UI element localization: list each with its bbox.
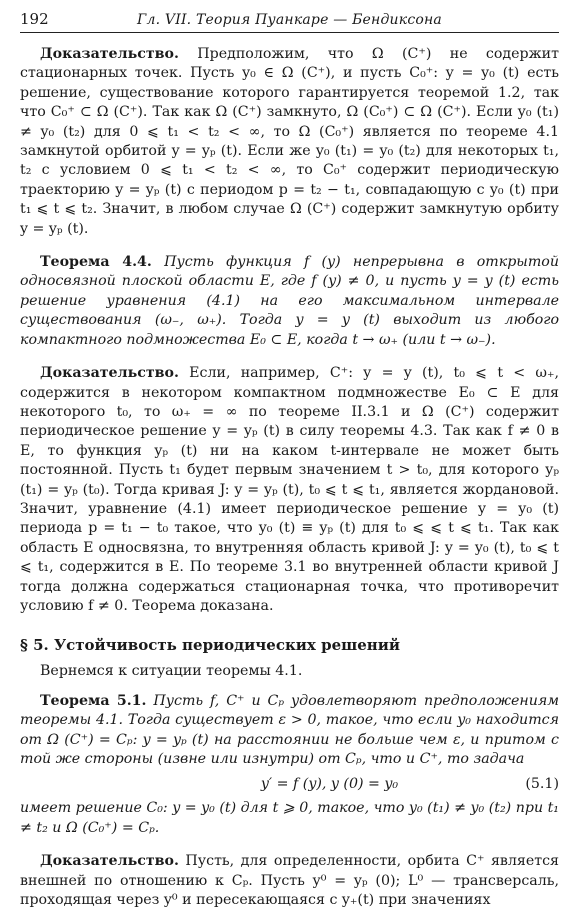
theorem-continuation: имеет решение C₀: y = y₀ (t) для t ⩾ 0, такое, что y₀ (t₁) ≠ y₀ (t₂) при t₁ ≠ t₂ и Ω (C₀⁺) = Cₚ. (20, 800, 559, 836)
theorem-5-1 (20, 692, 559, 770)
page-number: 192 (20, 10, 49, 28)
equation-formula: y′ = f (y), y (0) = y₀ (260, 776, 399, 793)
equation-5-1 (20, 773, 559, 795)
theorem-lead: Теорема 4.4. (40, 254, 152, 271)
proof-text: Пусть, для определенности, орбита C⁺ является внешней по отношению к Cₚ. Пусть y⁰ = yₚ (0); L⁰ — трансверсаль, проходящая через y⁰ и пересекающаяся с y₊(t) при значениях (20, 853, 559, 909)
page-header (20, 10, 559, 33)
section-intro: Вернемся к ситуации теоремы 4.1. (40, 663, 303, 680)
proof-lead: Доказательство. (40, 853, 179, 870)
proof-text: Предположим, что Ω (C⁺) не содержит стационарных точек. Пусть y₀ ∈ Ω (C⁺), и пусть C₀⁺: y = y₀ (t) есть решение, существование которого гарантируется теоремой 1.2, так что C₀⁺ ⊂ Ω (C⁺). Так как Ω (C⁺) замкнуто, Ω (C₀⁺) ⊂ Ω (C⁺). Если y₀ (t₁) ≠ y₀ (t₂) для 0 ⩽ t₁ < t₂ < ∞, то Ω (C₀⁺) является по теореме 4.1 замкнутой орбитой y = yₚ (t). Если же y₀ (t₁) = y₀ (t₂) для некоторых t₁, t₂ с условием 0 ⩽ t₁ < t₂ < ∞, то C₀⁺ содержит периодическую траекторию y = yₚ (t) с периодом p = t₂ − t₁, совпадающую с y₀ (t) при t₁ ⩽ t ⩽ t₂. Значит, в любом случае Ω (C⁺) содержит замкнутую орбиту y = yₚ (t). (20, 46, 559, 237)
proof-paragraph-1 (20, 45, 559, 239)
proof-paragraph-3 (20, 852, 559, 910)
proof-text: Если, например, C⁺: y = y (t), t₀ ⩽ t < ω₊, содержится в некотором компактном подмножестве E₀ ⊂ E для некоторого t₀, то ω₊ = ∞ по теореме II.3.1 и Ω (C⁺) содержит периодическое решение y = yₚ (t) в силу теоремы 4.3. Так как f ≠ 0 в E, то функция yₚ (t) ни на каком t-интервале не может быть постоянной. Пусть t₁ будет первым значением t > t₀, для которого yₚ (t₁) = yₚ (t₀). Тогда кривая J: y = yₚ (t), t₀ ⩽ t ⩽ t₁, является жордановой. Значит, уравнение (4.1) имеет периодическое решение y = y₀ (t) периода p = t₁ − t₀ такое, что y₀ (t) ≡ yₚ (t) для t₀ ⩽ ⩽ t ⩽ t₁. Так как область E односвязна, то внутренняя область кривой J: y = y₀ (t), t₀ ⩽ t ⩽ t₁, содержится в E. По теореме 3.1 во внутренней области кривой J тогда должна содержаться стационарная точка, что противоречит условию f ≠ 0. Теорема доказана. (20, 365, 559, 614)
theorem-lead: Теорема 5.1. (40, 692, 147, 709)
equation-number: (5.1) (525, 776, 559, 793)
proof-paragraph-2 (20, 364, 559, 616)
theorem-text: Пусть функция f (y) непрерывна в открытой односвязной плоской области E, где f (y) ≠ 0, и пусть y = y (t) есть решение уравнения (4.1) на его максимальном интервале существования (ω₋, ω₊). Тогда y = y (t) выходит из любого компактного подмножества E₀ ⊂ E, когда t → ω₊ (или t → ω₋). (20, 254, 559, 348)
proof-lead: Доказательство. (40, 46, 179, 62)
section-heading: § 5. Устойчивость периодических решений (20, 636, 401, 655)
running-title: Гл. VII. Теория Пуанкаре — Бендиксона (137, 12, 442, 28)
proof-lead: Доказательство. (40, 365, 179, 382)
theorem-text: Пусть f, C⁺ и Cₚ удовлетворяют предположениям теоремы 4.1. Тогда существует ε > 0, такое, что если y₀ находится от Ω (C⁺) = Cₚ: y = yₚ (t) на расстоянии не больше чем ε, и притом с той же стороны (извне или изнутри) от Cₚ, что и C⁺, то задача (20, 692, 560, 767)
theorem-4-4 (20, 253, 559, 350)
